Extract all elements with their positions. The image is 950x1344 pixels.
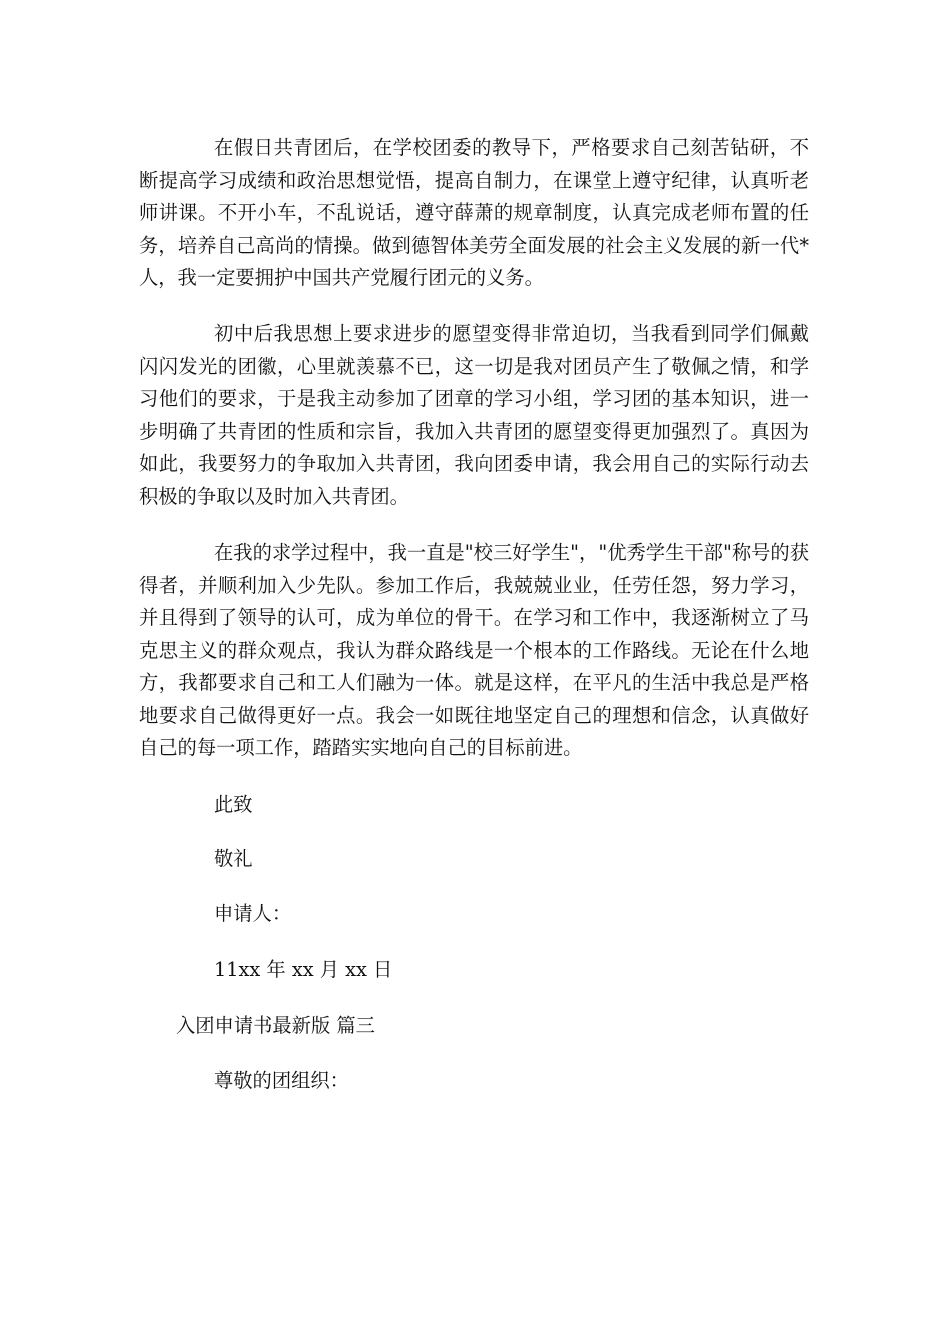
closing-jingli: 敬礼 [214, 847, 253, 870]
body-paragraph-3: 在我的求学过程中，我一直是"校三好学生"，"优秀学生干部"称号的获得者，并顺利加入少先队。参加工作后，我兢兢业业，任劳任怨，努力学习，并且得到了领导的认可，成为单位的骨干。在学习和工作中，我逐渐树立了马克思主义的群众观点，我认为群众路线是一个根本的工作路线。无论在什么地方，我都要求自己和工人们融为一体。就是这样，在平凡的生活中我总是严格地要求自己做得更好一点。我会一如既往地坚定自己的理想和信念，认真做好自己的每一项工作，踏踏实实地向自己的目标前进。 [139, 541, 809, 759]
body-paragraph-2: 初中后我思想上要求进步的愿望变得非常迫切，当我看到同学们佩戴闪闪发光的团徽，心里就羡慕不已，这一切是我对团员产生了敬佩之情，和学习他们的要求，于是我主动参加了团章的学习小组，学习团的基本知识，进一步明确了共青团的性质和宗旨，我加入共青团的愿望变得更加强烈了。真因为如此，我要努力的争取加入共青团，我向团委申请，我会用自己的实际行动去积极的争取以及时加入共青团。 [139, 322, 809, 508]
date-line: 11xx 年 xx 月 xx 日 [214, 958, 393, 981]
body-paragraph-1: 在假日共青团后，在学校团委的教导下，严格要求自己刻苦钻研，不断提高学习成绩和政治思想觉悟，提高自制力，在课堂上遵守纪律，认真听老师讲课。不开小车，不乱说话，遵守薛萧的规章制度，认真完成老师布置的任务，培养自己高尚的情操。做到德智体美劳全面发展的社会主义发展的新一代*人，我一定要拥护中国共产党履行团元的义务。 [139, 136, 809, 289]
closing-cizhi: 此致 [214, 793, 253, 816]
section-heading: 入团申请书最新版 篇三 [176, 1014, 375, 1037]
salutation: 尊敬的团组织： [214, 1069, 349, 1092]
applicant-label: 申请人： [214, 902, 292, 925]
